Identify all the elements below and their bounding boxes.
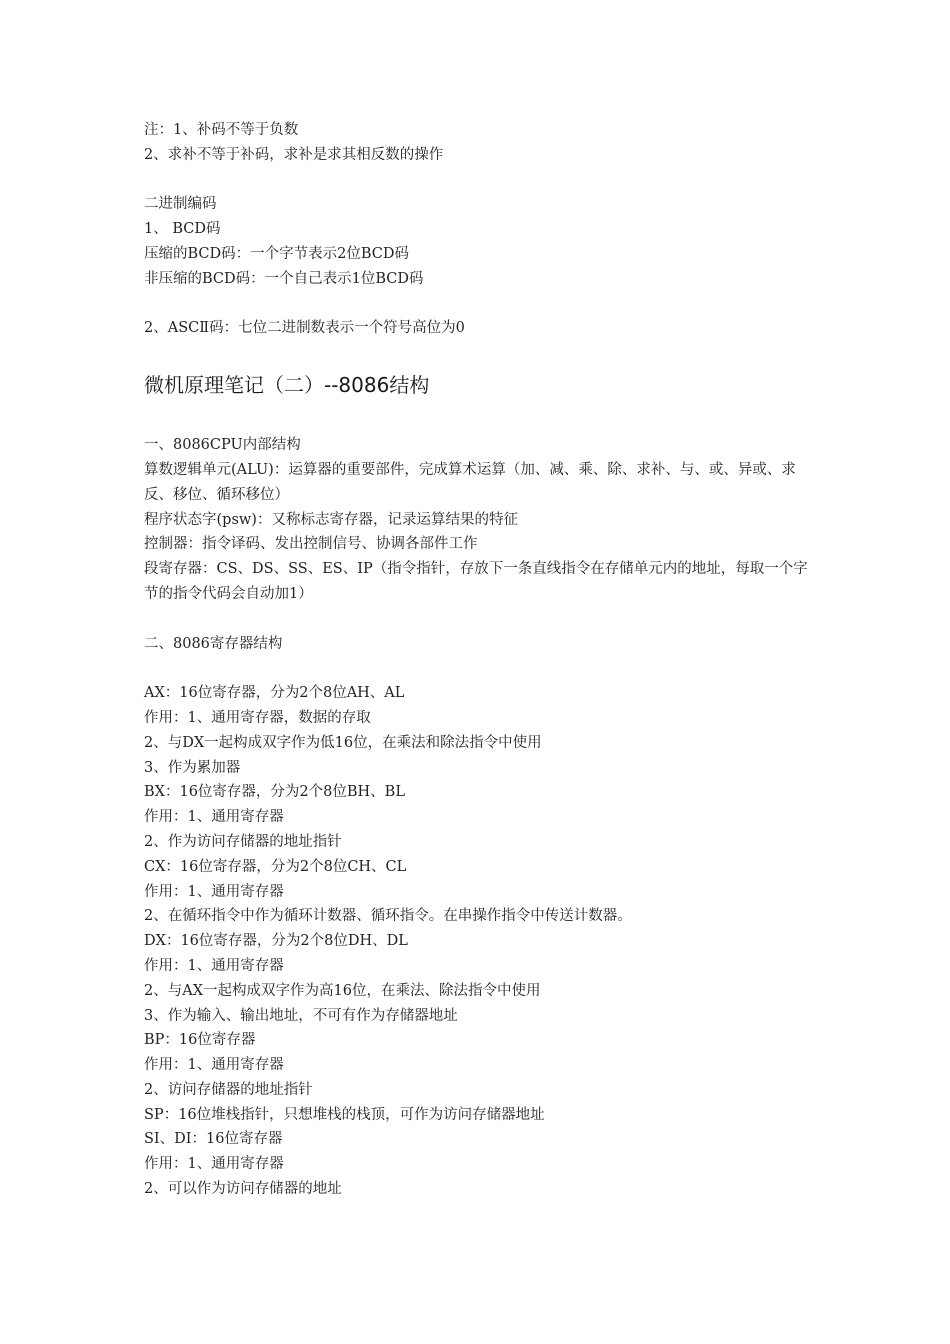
text-line: 压缩的BCD码：一个字节表示2位BCD码 [144,245,410,262]
text-line: 程序状态字(psw)：又称标志寄存器，记录运算结果的特征 [144,511,518,528]
register-list-block [144,681,814,1202]
text-line: SI、DI：16位寄存器 [144,1131,283,1148]
text-line: 一、8086CPU内部结构 [144,437,301,454]
text-line: CX：16位寄存器，分为2个8位CH、CL [144,858,407,875]
text-line: BX：16位寄存器，分为2个8位BH、BL [144,784,405,801]
ascii-block [144,316,814,341]
text-line: 作用：1、通用寄存器 [144,809,284,826]
blank-line [144,168,814,193]
text-line: DX：16位寄存器，分为2个8位DH、DL [144,933,408,950]
text-line: 2、在循环指令中作为循环计数器、循环指令。在串操作指令中传送计数器。 [144,908,632,925]
text-line: 二进制编码 [144,196,217,213]
text-line: 注：1、补码不等于负数 [144,122,299,138]
text-line: 2、访问存储器的地址指针 [144,1081,313,1098]
register-heading-block [144,632,814,657]
text-line: 3、作为累加器 [144,759,241,776]
blank-line [144,607,814,632]
text-line: 2、与DX一起构成双字作为低16位，在乘法和除法指令中使用 [144,734,542,751]
text-line: 非压缩的BCD码：一个自己表示1位BCD码 [144,270,424,287]
text-line: 二、8086寄存器结构 [144,635,283,652]
blank-line [144,656,814,681]
text-line: 2、ASCⅡ码：七位二进制数表示一个符号高位为0 [144,320,465,337]
text-paragraph: 段寄存器：CS、DS、SS、ES、IP（指令指针，存放下一条直线指令在存储单元内的地址，每取一个字节的指令代码会自动加1） [144,561,808,602]
text-line: 作用：1、通用寄存器 [144,1057,284,1074]
cpu-structure-block [144,433,814,607]
text-line: 3、作为输入、输出地址，不可有作为存储器地址 [144,1007,458,1024]
document-body [144,118,814,1202]
blank-line [144,292,814,317]
text-line: 作用：1、通用寄存器 [144,957,284,974]
text-line: 作用：1、通用寄存器 [144,1156,284,1173]
text-line: 2、与AX一起构成双字作为高16位，在乘法、除法指令中使用 [144,982,541,999]
binary-encoding-block [144,192,814,291]
text-line: 作用：1、通用寄存器 [144,883,284,900]
text-line: SP：16位堆栈指针，只想堆栈的栈顶，可作为访问存储器地址 [144,1106,545,1123]
text-paragraph: 算数逻辑单元(ALU)：运算器的重要部件，完成算术运算（加、减、乘、除、求补、与、或、异或、求反、移位、循环移位） [144,461,796,503]
note-block [144,118,814,168]
text-line: 2、可以作为访问存储器的地址 [144,1181,342,1198]
text-line: 2、求补不等于补码，求补是求其相反数的操作 [144,146,444,163]
text-line: BP：16位寄存器 [144,1032,256,1049]
text-line: 1、 BCD码 [144,221,221,238]
text-line: 控制器：指令译码、发出控制信号、协调各部件工作 [144,536,478,553]
text-line: 2、作为访问存储器的地址指针 [144,833,342,850]
text-line: 作用：1、通用寄存器，数据的存取 [144,709,371,726]
article-heading: 微机原理笔记（二）--8086结构 [144,373,430,398]
text-line: AX：16位寄存器，分为2个8位AH、AL [144,685,405,702]
